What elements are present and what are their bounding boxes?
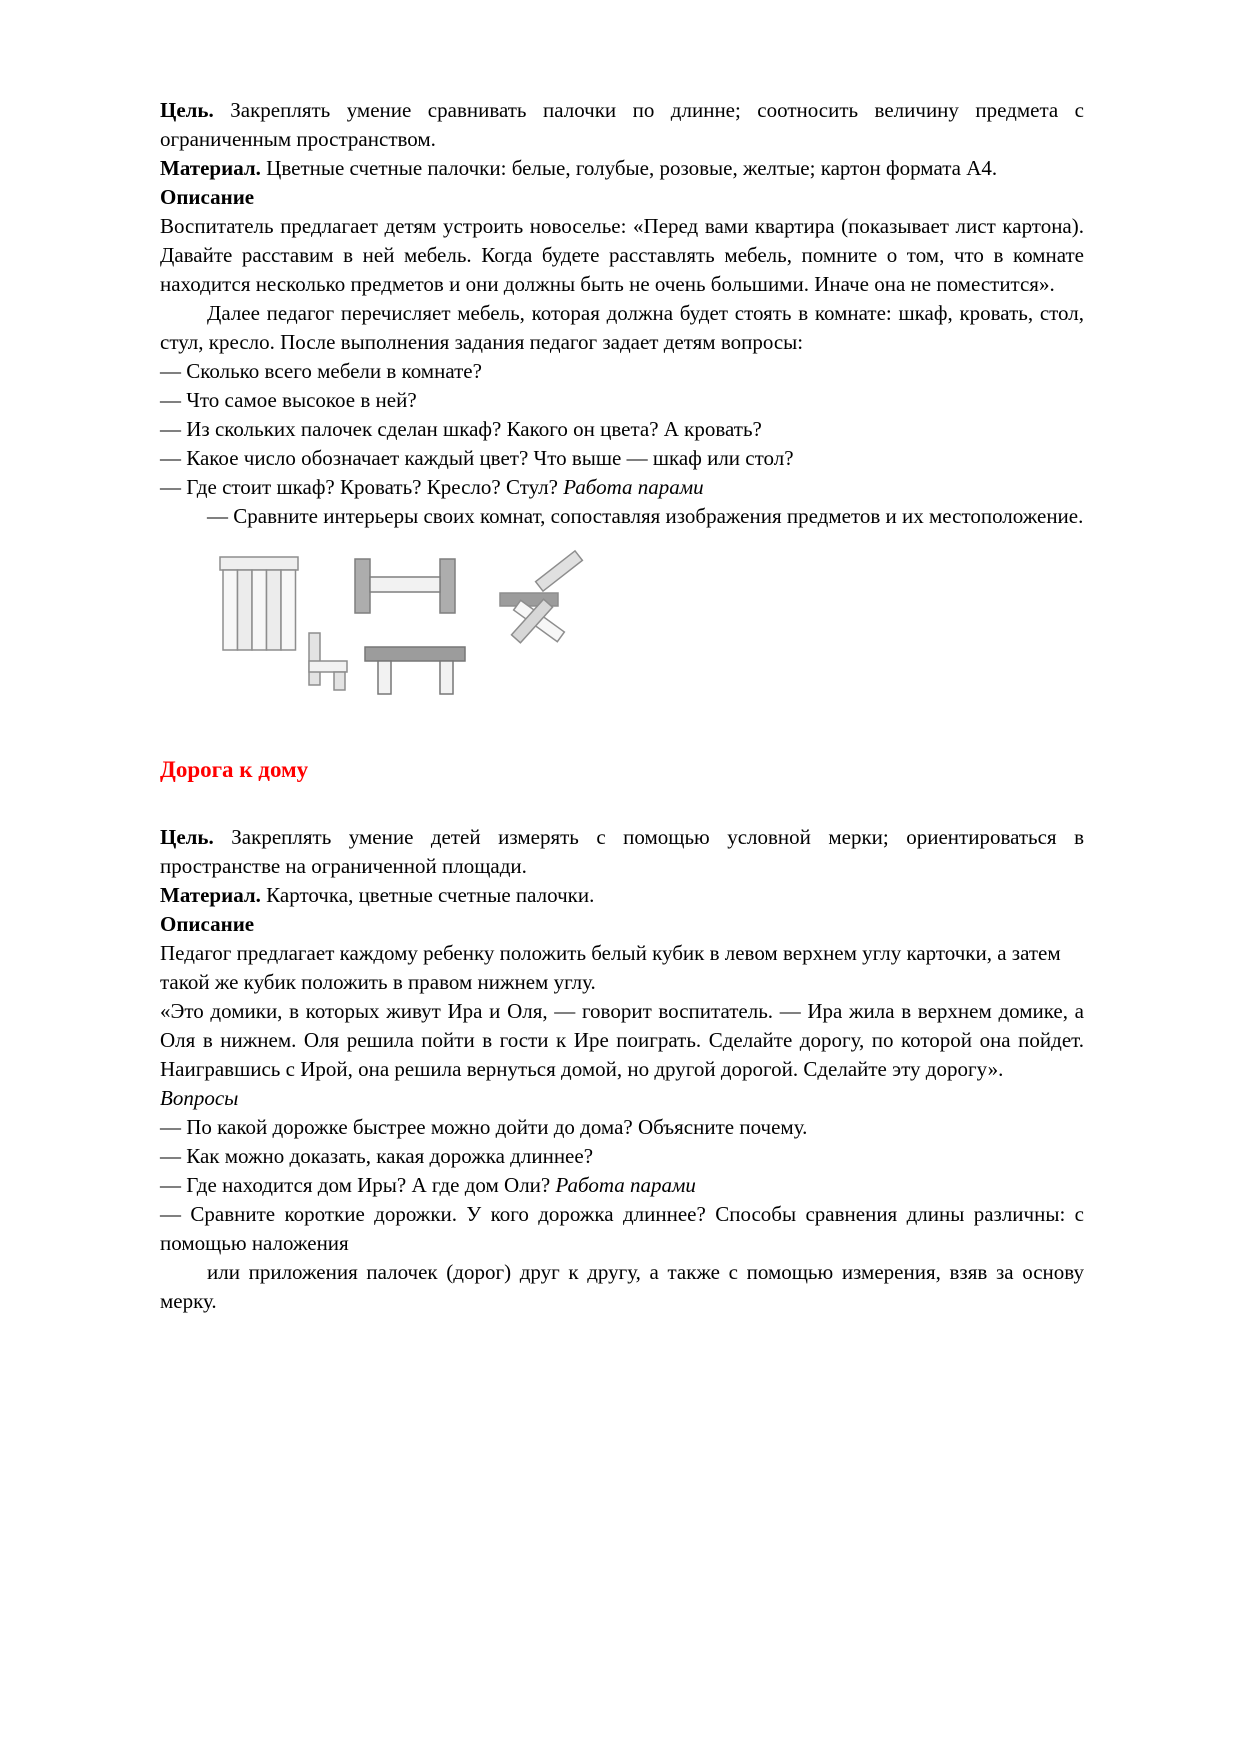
- bed-shape: [355, 559, 455, 613]
- road-question-item: — По какой дорожке быстрее можно дойти до дома? Объясните почему.: [160, 1115, 808, 1139]
- furniture-figure: [212, 549, 1084, 711]
- furniture-sticks-illustration: [212, 549, 602, 711]
- chair-shape: [309, 633, 347, 690]
- room-question-item: — Что самое высокое в ней?: [160, 388, 417, 412]
- road-question-item-pairwork: [160, 1171, 1084, 1200]
- room-goal-paragraph: [160, 96, 1084, 154]
- road-questions-label: Вопросы: [160, 1086, 239, 1110]
- room-pair-work-label: Работа парами: [563, 475, 704, 499]
- table-shape: [365, 647, 465, 694]
- road-goal-text: Закреплять умение детей измерять с помощью условной мерки; ориентироваться в пространстве на ограниченной площади.: [160, 825, 1084, 878]
- room-compare-task-paragraph: — Сравните интерьеры своих комнат, сопоставляя изображения предметов и их местоположение.: [207, 504, 1084, 528]
- wardrobe-shape: [220, 557, 298, 650]
- road-description-label: Описание: [160, 912, 255, 936]
- room-sequence-paragraph: Далее педагог перечисляет мебель, которая должна будет стоять в комнате: шкаф, кровать, стол, стул, кресло. После выполнения задания педагог задает детям вопросы:: [160, 301, 1084, 354]
- road-description-heading: [160, 910, 1084, 939]
- road-material-paragraph: [160, 881, 1084, 910]
- room-question-item: — Какое число обозначает каждый цвет? Что выше — шкаф или стол?: [160, 446, 794, 470]
- room-material-paragraph: [160, 154, 1084, 183]
- road-material-text: Карточка, цветные счетные палочки.: [260, 883, 595, 907]
- room-question-where-text: — Где стоит шкаф? Кровать? Кресло? Стул?: [160, 475, 564, 499]
- road-compare-continuation-paragraph: или приложения палочек (дорог) друг к другу, а также с помощью измерения, взяв за основу мерку.: [160, 1260, 1084, 1313]
- room-material-label: Материал.: [160, 156, 261, 180]
- room-question-item: — Сколько всего мебели в комнате?: [160, 359, 482, 383]
- road-compare-task-paragraph: — Сравните короткие дорожки. У кого дорожка длиннее? Способы сравнения длины различны: с помощью наложения: [160, 1202, 1084, 1255]
- road-questions-heading: [160, 1084, 1084, 1113]
- room-description-label: Описание: [160, 185, 255, 209]
- road-intro-paragraph: Педагог предлагает каждому ребенку положить белый кубик в левом верхнем углу карточки, а затем такой же кубик положить в правом нижнем углу.: [160, 941, 1061, 994]
- room-intro-paragraph: Воспитатель предлагает детям устроить новоселье: «Перед вами квартира (показывает лист картона). Давайте расставим в ней мебель. Когда будете расставлять мебель, помните о том, что в комнате находится несколько предметов и они должны быть не очень большими. Иначе она не поместится».: [160, 214, 1084, 296]
- road-question-item: — Как можно доказать, какая дорожка длиннее?: [160, 1144, 594, 1168]
- room-question-item: — Из скольких палочек сделан шкаф? Какого он цвета? А кровать?: [160, 417, 762, 441]
- room-description-heading: [160, 183, 1084, 212]
- road-goal-label: Цель.: [160, 825, 214, 849]
- room-question-item-pairwork: [160, 473, 1084, 502]
- road-question-where-text: — Где находится дом Иры? А где дом Оли?: [160, 1173, 556, 1197]
- armchair-shape: [500, 551, 582, 643]
- road-material-label: Материал.: [160, 883, 261, 907]
- section-title-road-to-home: Дорога к дому: [160, 757, 309, 782]
- road-pair-work-label: Работа парами: [555, 1173, 696, 1197]
- road-story-paragraph: «Это домики, в которых живут Ира и Оля, — говорит воспитатель. — Ира жила в верхнем домике, а Оля в нижнем. Оля решила пойти в гости к Ире поиграть. Сделайте дорогу, по которой она пойдет. Наигравшись с Ирой, она решила вернуться домой, но другой дорогой. Сделайте эту дорогу».: [160, 999, 1084, 1081]
- room-material-text: Цветные счетные палочки: белые, голубые, розовые, желтые; картон формата А4.: [260, 156, 998, 180]
- room-goal-label: Цель.: [160, 98, 214, 122]
- road-goal-paragraph: [160, 823, 1084, 881]
- room-goal-text: Закреплять умение сравнивать палочки по длинне; соотносить величину предмета с ограниченным пространством.: [160, 98, 1084, 151]
